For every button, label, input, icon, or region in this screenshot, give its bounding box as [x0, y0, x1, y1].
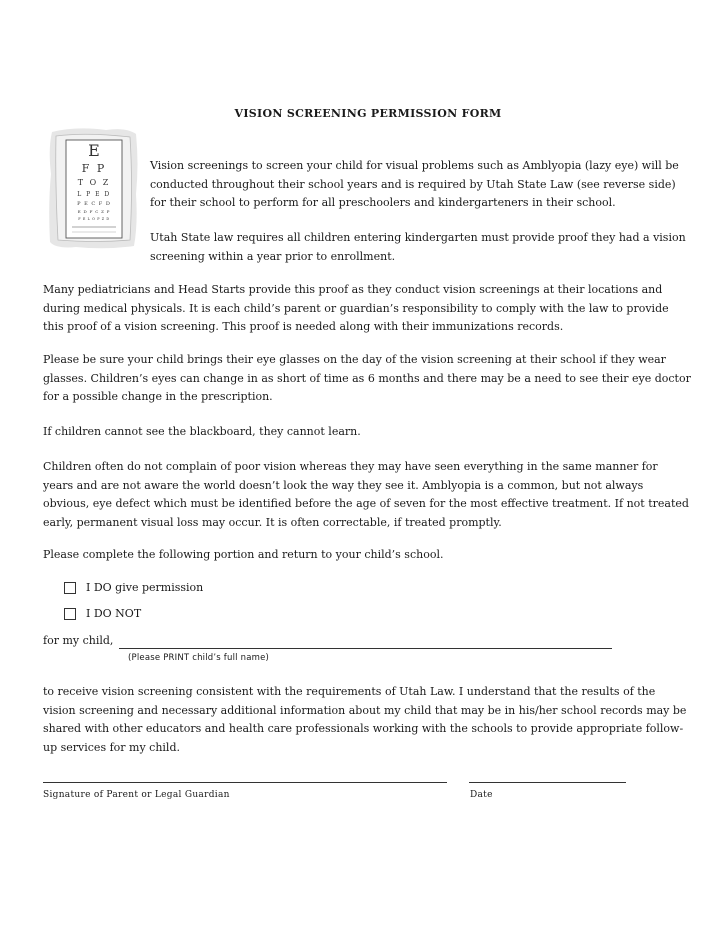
- chart-row-2: F P: [81, 162, 107, 175]
- chart-row-6: E D F C Z P: [77, 209, 111, 214]
- page-title: VISION SCREENING PERMISSION FORM: [234, 107, 502, 120]
- permission-no-checkbox[interactable]: [64, 608, 76, 620]
- eye-chart-illustration: [46, 124, 140, 250]
- paragraph-consent: to receive vision screening consistent with the requirements of Utah Law. I understand that the results of the vision screening and necessary additional information about my child that may be in his/her school records may be shared with other educators and health care professionals working with the schools to provide appropriate follow-up services for my child.: [43, 685, 687, 754]
- paragraph-pediatricians: Many pediatricians and Head Starts provide this proof as they conduct vision screenings at their locations and during medical physicals. It is each child’s parent or guardian’s responsibility to comply with the law to provide this proof of a vision screening. This proof is needed along with their immunizations records.: [43, 283, 669, 333]
- paragraph-blackboard: If children cannot see the blackboard, they cannot learn.: [43, 425, 361, 438]
- chart-row-5: P E C F D: [77, 201, 111, 207]
- date-label: Date: [470, 790, 493, 800]
- child-name-hint: (Please PRINT child’s full name): [128, 653, 270, 663]
- child-name-field[interactable]: [119, 648, 612, 649]
- intro-paragraph-2: Utah State law requires all children entering kindergarten must provide proof they had a vision screening within a year prior to enrollment.: [150, 231, 686, 263]
- date-field[interactable]: [469, 782, 626, 783]
- permission-yes-checkbox[interactable]: [64, 582, 76, 594]
- chart-row-1: E: [88, 141, 100, 160]
- chart-row-7: F E L O P Z D: [78, 217, 110, 221]
- paragraph-amblyopia: Children often do not complain of poor vision whereas they may have seen everything in the same manner for years and are not aware the world doesn’t look the way they see it. Amblyopia is a common, but not always obvious, eye defect which must be identified before the age of seven for the most effective treatment. If not treated early, permanent visual loss may occur. It is often correctable, if treated promptly.: [43, 460, 689, 529]
- permission-yes-label: I DO give permission: [86, 581, 204, 594]
- signature-label: Signature of Parent or Legal Guardian: [43, 790, 230, 800]
- child-name-label: for my child,: [43, 634, 114, 647]
- permission-yes-option[interactable]: [64, 581, 203, 594]
- paragraph-eye-glasses: Please be sure your child brings their eye glasses on the day of the vision screening at their school if they wear glasses. Children’s eyes can change in as short of time as 6 months and there may be a need to see their eye doctor for a possible change in the prescription.: [43, 353, 691, 403]
- permission-no-option[interactable]: [64, 607, 141, 620]
- intro-paragraph-1: Vision screenings to screen your child for visual problems such as Amblyopia (lazy eye) will be conducted throughout their school years and is required by Utah State Law (see reverse side) for their school to perform for all preschoolers and kindergarteners in their school.: [150, 159, 679, 209]
- paragraph-instructions: Please complete the following portion and return to your child’s school.: [43, 548, 444, 561]
- signature-field[interactable]: [43, 782, 447, 783]
- chart-row-3: T O Z: [77, 178, 111, 187]
- chart-row-4: L P E D: [77, 191, 111, 198]
- permission-no-label: I DO NOT: [86, 607, 142, 620]
